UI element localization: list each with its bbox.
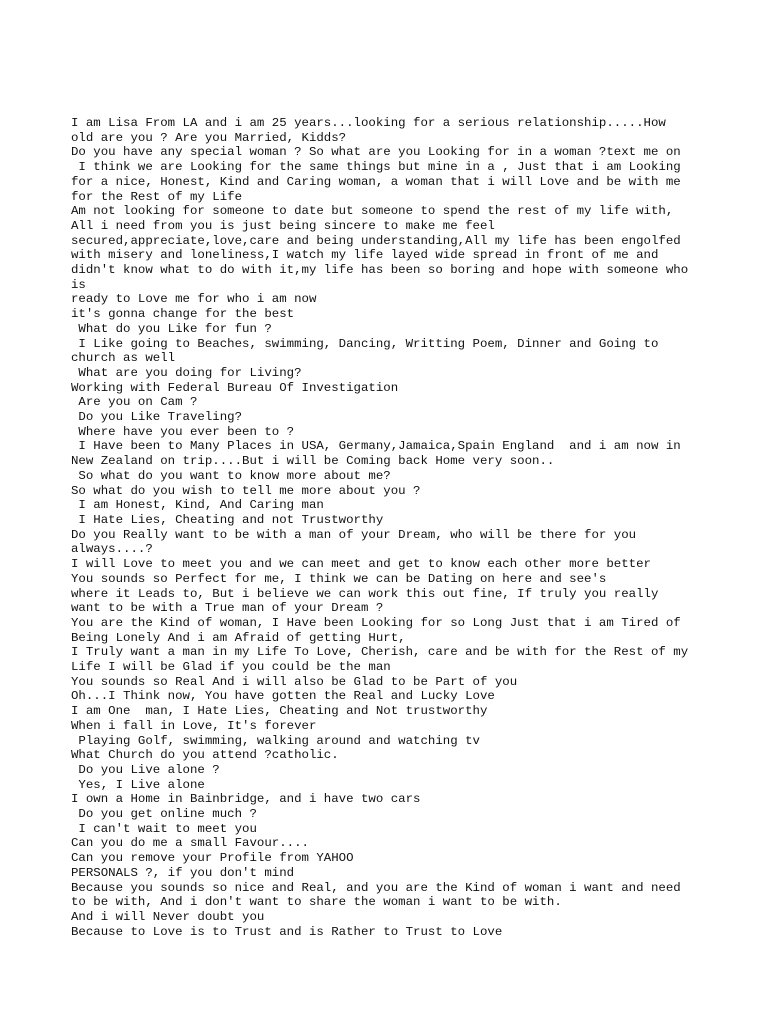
text-line: I Have been to Many Places in USA, Germany,Jamaica,Spain England and i am now in	[71, 439, 681, 454]
text-line: I am One man, I Hate Lies, Cheating and Not trustworthy	[71, 704, 488, 719]
text-line: I think we are Looking for the same things but mine in a , Just that i am Looking	[71, 160, 681, 175]
text-line: ready to Love me for who i am now	[71, 292, 317, 307]
text-line: Because you sounds so nice and Real, and you are the Kind of woman i want and need	[71, 880, 681, 895]
text-line: When i fall in Love, It's forever	[71, 718, 317, 733]
text-line: So what do you wish to tell me more about you ?	[71, 483, 421, 498]
text-line: Are you on Cam ?	[71, 395, 198, 410]
text-line: Playing Golf, swimming, walking around and watching tv	[71, 733, 480, 748]
text-line: Can you remove your Profile from YAHOO	[71, 851, 354, 866]
text-line: What are you doing for Living?	[71, 365, 302, 380]
text-line: want to be with a True man of your Dream ?	[71, 601, 384, 616]
text-line: old are you ? Are you Married, Kidds?	[71, 130, 347, 145]
text-line: secured,appreciate,love,care and being understanding,All my life has been engolfed	[71, 233, 681, 248]
text-line: Do you Like Traveling?	[71, 410, 243, 425]
text-line: it's gonna change for the best	[71, 307, 295, 322]
text-line: I will Love to meet you and we can meet and get to know each other more better	[71, 557, 651, 572]
text-line: You are the Kind of woman, I Have been Looking for so Long Just that i am Tired of	[71, 615, 681, 630]
text-line: Where have you ever been to ?	[71, 424, 295, 439]
text-line: What Church do you attend ?catholic.	[71, 748, 339, 763]
text-line: church as well	[71, 351, 176, 366]
text-line: I own a Home in Bainbridge, and i have two cars	[71, 792, 421, 807]
text-line: So what do you want to know more about me?	[71, 468, 391, 483]
text-line: I am Lisa From LA and i am 25 years...looking for a serious relationship.....How	[71, 116, 666, 130]
text-line: for a nice, Honest, Kind and Caring woman, a woman that i will Love and be with me	[71, 174, 681, 189]
text-line: Do you get online much ?	[71, 807, 257, 822]
text-line: where it Leads to, But i believe we can work this out fine, If truly you really	[71, 586, 659, 601]
text-line: Yes, I Live alone	[71, 777, 205, 792]
text-line: New Zealand on trip....But i will be Coming back Home very soon..	[71, 454, 555, 469]
text-line: I Hate Lies, Cheating and not Trustworthy	[71, 512, 384, 527]
text-line: with misery and loneliness,I watch my life layed wide spread in front of me and	[71, 248, 659, 263]
text-line: Oh...I Think now, You have gotten the Real and Lucky Love	[71, 689, 495, 704]
text-line: You sounds so Real And i will also be Glad to be Part of you	[71, 674, 518, 689]
text-line: I Truly want a man in my Life To Love, Cherish, care and be with for the Rest of my	[71, 645, 689, 660]
text-line: always....?	[71, 542, 153, 557]
text-line: All i need from you is just being sincere to make me feel	[71, 218, 495, 233]
text-line: I Like going to Beaches, swimming, Dancing, Writting Poem, Dinner and Going to	[71, 336, 659, 351]
text-line: Being Lonely And i am Afraid of getting Hurt,	[71, 630, 406, 645]
text-line: is	[71, 277, 86, 292]
text-line: Working with Federal Bureau Of Investigation	[71, 380, 399, 395]
text-line: for the Rest of my Life	[71, 189, 243, 204]
text-line: I can't wait to meet you	[71, 821, 257, 836]
text-line: You sounds so Perfect for me, I think we can be Dating on here and see's	[71, 571, 607, 586]
text-line: Life I will be Glad if you could be the man	[71, 660, 391, 675]
text-line: What do you Like for fun ?	[71, 321, 272, 336]
text-line: to be with, And i don't want to share the woman i want to be with.	[71, 895, 562, 910]
text-line: I am Honest, Kind, And Caring man	[71, 498, 324, 513]
text-line: PERSONALS ?, if you don't mind	[71, 865, 295, 880]
text-line: And i will Never doubt you	[71, 909, 265, 924]
text-line: Am not looking for someone to date but someone to spend the rest of my life with,	[71, 204, 674, 219]
text-line: didn't know what to do with it,my life has been so boring and hope with someone who	[71, 263, 689, 278]
text-line: Do you Really want to be with a man of your Dream, who will be there for you	[71, 527, 637, 542]
text-line: Can you do me a small Favour....	[71, 836, 309, 851]
text-line: Do you Live alone ?	[71, 762, 220, 777]
text-line: Do you have any special woman ? So what are you Looking for in a woman ?text me on	[71, 145, 681, 160]
document-page	[71, 116, 711, 939]
text-line: Because to Love is to Trust and is Rather to Trust to Love	[71, 924, 503, 939]
